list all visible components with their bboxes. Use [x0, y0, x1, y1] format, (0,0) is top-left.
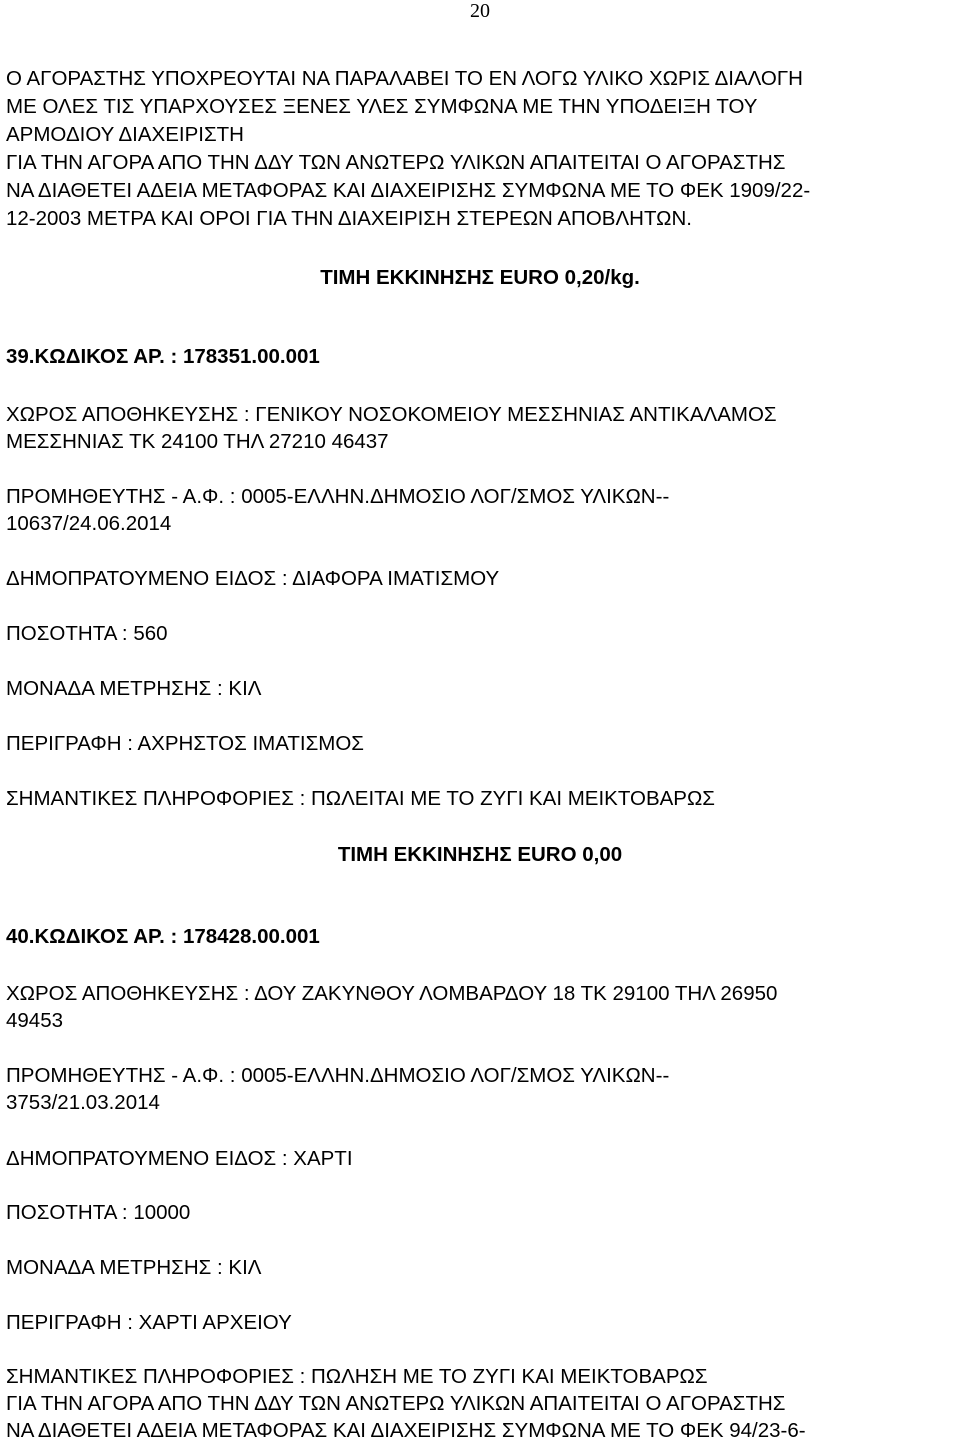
item39-storage-line-1: ΧΩΡΟΣ ΑΠΟΘΗΚΕΥΣΗΣ : ΓΕΝΙΚΟΥ ΝΟΣΟΚΟΜΕΙΟΥ ΜΕΣΣΗΝΙΑΣ ΑΝΤΙΚΑΛΑΜΟΣ: [6, 403, 777, 426]
item40-notes-line-3: ΝΑ ΔΙΑΘΕΤΕΙ ΑΔΕΙΑ ΜΕΤΑΦΟΡΑΣ ΚΑΙ ΔΙΑΧΕΙΡΙΣΗΣ ΣΥΜΦΩΝΑ ΜΕ ΤΟ ΦΕΚ 94/23-6-: [6, 1419, 806, 1442]
item40-storage-line-1: ΧΩΡΟΣ ΑΠΟΘΗΚΕΥΣΗΣ : ΔΟΥ ΖΑΚΥΝΘΟΥ ΛΟΜΒΑΡΔΟΥ 18 ΤΚ 29100 ΤΗΛ 26950: [6, 982, 778, 1005]
item39-supplier-line-2: 10637/24.06.2014: [6, 512, 172, 535]
item40-notes-line-2: ΓΙΑ ΤΗΝ ΑΓΟΡΑ ΑΠΟ ΤΗΝ ΔΔΥ ΤΩΝ ΑΝΩΤΕΡΩ ΥΛΙΚΩΝ ΑΠΑΙΤΕΙΤΑΙ Ο ΑΓΟΡΑΣΤΗΣ: [6, 1392, 786, 1415]
intro-line-3: ΑΡΜΟΔΙΟΥ ΔΙΑΧΕΙΡΙΣΤΗ: [6, 123, 244, 146]
item40-supplier-line-2: 3753/21.03.2014: [6, 1091, 160, 1114]
intro-line-2: ΜΕ ΟΛΕΣ ΤΙΣ ΥΠΑΡΧΟΥΣΕΣ ΞΕΝΕΣ ΥΛΕΣ ΣΥΜΦΩΝΑ ΜΕ ΤΗΝ ΥΠΟΔΕΙΞΗ ΤΟΥ: [6, 95, 758, 118]
item40-code: 40.ΚΩΔΙΚΟΣ ΑΡ. : 178428.00.001: [6, 925, 320, 948]
item39-starting-price: ΤΙΜΗ ΕΚΚΙΝΗΣΗΣ EURO 0,00: [337, 843, 623, 866]
intro-line-6: 12-2003 ΜΕΤΡΑ ΚΑΙ ΟΡΟΙ ΓΙΑ ΤΗΝ ΔΙΑΧΕΙΡΙΣΗ ΣΤΕΡΕΩΝ ΑΠΟΒΛΗΤΩΝ.: [6, 207, 692, 230]
item40-unit: ΜΟΝΑΔΑ ΜΕΤΡΗΣΗΣ : ΚΙΛ: [6, 1256, 262, 1279]
item39-notes: ΣΗΜΑΝΤΙΚΕΣ ΠΛΗΡΟΦΟΡΙΕΣ : ΠΩΛΕΙΤΑΙ ΜΕ ΤΟ ΖΥΓΙ ΚΑΙ ΜΕΙΚΤΟΒΑΡΩΣ: [6, 787, 715, 810]
intro-starting-price: ΤΙΜΗ ΕΚΚΙΝΗΣΗΣ EURO 0,20/kg.: [320, 266, 640, 289]
item40-supplier-line-1: ΠΡΟΜΗΘΕΥΤΗΣ - Α.Φ. : 0005-ΕΛΛΗΝ.ΔΗΜΟΣΙΟ ΛΟΓ/ΣΜΟΣ ΥΛΙΚΩΝ--: [6, 1064, 670, 1087]
item40-storage-line-2: 49453: [6, 1009, 64, 1032]
intro-line-1: Ο ΑΓΟΡΑΣΤΗΣ ΥΠΟΧΡΕΟΥΤΑΙ ΝΑ ΠΑΡΑΛΑΒΕΙ ΤΟ ΕΝ ΛΟΓΩ ΥΛΙΚΟ ΧΩΡΙΣ ΔΙΑΛΟΓΗ: [6, 67, 803, 90]
item39-quantity: ΠΟΣΟΤΗΤΑ : 560: [6, 622, 168, 645]
item40-auctioned-item: ΔΗΜΟΠΡΑΤΟΥΜΕΝΟ ΕΙΔΟΣ : ΧΑΡΤΙ: [6, 1147, 353, 1170]
item39-unit: ΜΟΝΑΔΑ ΜΕΤΡΗΣΗΣ : ΚΙΛ: [6, 677, 262, 700]
item39-supplier-line-1: ΠΡΟΜΗΘΕΥΤΗΣ - Α.Φ. : 0005-ΕΛΛΗΝ.ΔΗΜΟΣΙΟ ΛΟΓ/ΣΜΟΣ ΥΛΙΚΩΝ--: [6, 485, 670, 508]
item39-storage-line-2: ΜΕΣΣΗΝΙΑΣ ΤΚ 24100 ΤΗΛ 27210 46437: [6, 430, 389, 453]
intro-line-5: ΝΑ ΔΙΑΘΕΤΕΙ ΑΔΕΙΑ ΜΕΤΑΦΟΡΑΣ ΚΑΙ ΔΙΑΧΕΙΡΙΣΗΣ ΣΥΜΦΩΝΑ ΜΕ ΤΟ ΦΕΚ 1909/22-: [6, 179, 811, 202]
item40-description: ΠΕΡΙΓΡΑΦΗ : ΧΑΡΤΙ ΑΡΧΕΙΟΥ: [6, 1311, 292, 1334]
item40-quantity: ΠΟΣΟΤΗΤΑ : 10000: [6, 1201, 191, 1224]
item40-notes: ΣΗΜΑΝΤΙΚΕΣ ΠΛΗΡΟΦΟΡΙΕΣ : ΠΩΛΗΣΗ ΜΕ ΤΟ ΖΥΓΙ ΚΑΙ ΜΕΙΚΤΟΒΑΡΩΣ: [6, 1365, 708, 1388]
item39-auctioned-item: ΔΗΜΟΠΡΑΤΟΥΜΕΝΟ ΕΙΔΟΣ : ΔΙΑΦΟΡΑ ΙΜΑΤΙΣΜΟΥ: [6, 567, 500, 590]
item39-description: ΠΕΡΙΓΡΑΦΗ : ΑΧΡΗΣΤΟΣ ΙΜΑΤΙΣΜΟΣ: [6, 732, 364, 755]
item39-code: 39.ΚΩΔΙΚΟΣ ΑΡ. : 178351.00.001: [6, 345, 320, 368]
page-number: 20: [470, 0, 490, 22]
intro-line-4: ΓΙΑ ΤΗΝ ΑΓΟΡΑ ΑΠΟ ΤΗΝ ΔΔΥ ΤΩΝ ΑΝΩΤΕΡΩ ΥΛΙΚΩΝ ΑΠΑΙΤΕΙΤΑΙ Ο ΑΓΟΡΑΣΤΗΣ: [6, 151, 786, 174]
